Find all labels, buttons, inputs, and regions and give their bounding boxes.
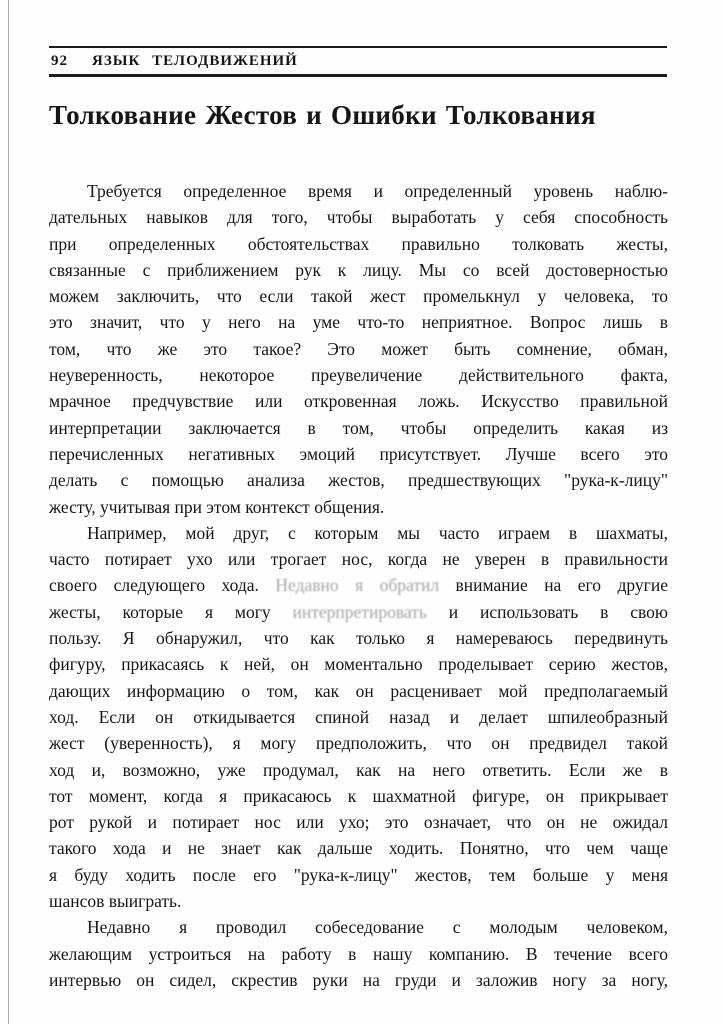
text-line: фигуру, прикасаясь к ней, он моментально проделывает серию жестов, (49, 654, 668, 675)
text-line: при определенных обстоятельствах правильно толковать жесты, (49, 233, 668, 254)
text-line: жест (уверенность), я могу предположить, что он предвидел такой (49, 733, 668, 754)
body-text (49, 178, 668, 993)
chapter-title: Толкование Жестов и Ошибки Толкования (49, 100, 596, 130)
text-line: жесты, которые я могу интерпретировать и использовать в свою (49, 601, 668, 622)
text-line: перечисленных негативных эмоций присутствует. Лучше всего это (49, 443, 668, 464)
text-line: это значит, что у него на уме что-то неприятное. Вопрос лишь в (49, 312, 668, 333)
text-line: рот рукой и потирает нос или ухо; это означает, что он не ожидал (49, 812, 668, 833)
text-line: шансов выиграть. (49, 891, 182, 912)
text-line: делать с помощью анализа жестов, предшествующих "рука-к-лицу" (49, 470, 668, 491)
scan-edge-line (8, 0, 9, 1024)
text-line: жесту, учитывая при этом контекст общения. (49, 496, 385, 517)
text-line: интерпретации заключается в том, чтобы определить какая из (49, 417, 668, 438)
faded-scan-text: интерпретировать (292, 601, 427, 622)
text-line: дательных навыков для того, чтобы выработать у себя способность (49, 207, 668, 228)
text-line: дающих информацию о том, как он расценивает мой предполагаемый (49, 680, 668, 701)
text-line: Например, мой друг, с которым мы часто играем в шахматы, (87, 522, 668, 543)
text-line: можем заключить, что если такой жест промелькнул у человека, то (49, 286, 668, 307)
text-line: неуверенность, некоторое преувеличение действительного факта, (49, 365, 668, 386)
running-header-text (49, 48, 667, 74)
text-line: своего следующего хода. Недавно я обратил внимание на его другие (49, 575, 668, 596)
text-line: желающим устроиться на работу в нашу компанию. В течение всего (49, 943, 668, 964)
running-title: ЯЗЫК ТЕЛОДВИЖЕНИЙ (92, 53, 298, 69)
text-line: ход. Если он откидывается спиной назад и делает шпилеобразный (49, 706, 668, 727)
text-line: такого хода и не знает как дальше ходить. Понятно, что чем чаще (49, 838, 668, 859)
text-line: ход и, возможно, уже продумал, как на него ответить. Если же в (49, 759, 668, 780)
text-line: Недавно я проводил собеседование с молодым человеком, (87, 917, 668, 938)
text-line: мрачное предчувствие или откровенная ложь. Искусство правильной (49, 391, 668, 412)
text-line: Требуется определенное время и определенный уровень наблю- (87, 181, 668, 201)
text-line: пользу. Я обнаружил, что как только я намереваюсь передвинуть (49, 628, 668, 649)
text-line: связанные с приближением рук к лицу. Мы со всей достоверностью (49, 259, 668, 280)
running-header (49, 46, 667, 77)
faded-scan-text: Недавно я обратил (275, 575, 440, 596)
text-line: тот момент, когда я прикасаюсь к шахматной фигуре, он прикрывает (49, 785, 668, 806)
text-line: интервью он сидел, скрестив руки на груди и заложив ногу за ногу, (49, 969, 668, 990)
text-line: часто потирает ухо или трогает нос, когда не уверен в правильности (49, 549, 668, 570)
text-line: я буду ходить после его "рука-к-лицу" жестов, тем больше у меня (49, 864, 668, 885)
text-line: том, что же это такое? Это может быть сомнение, обман, (49, 338, 668, 359)
page-number: 92 (51, 53, 68, 69)
